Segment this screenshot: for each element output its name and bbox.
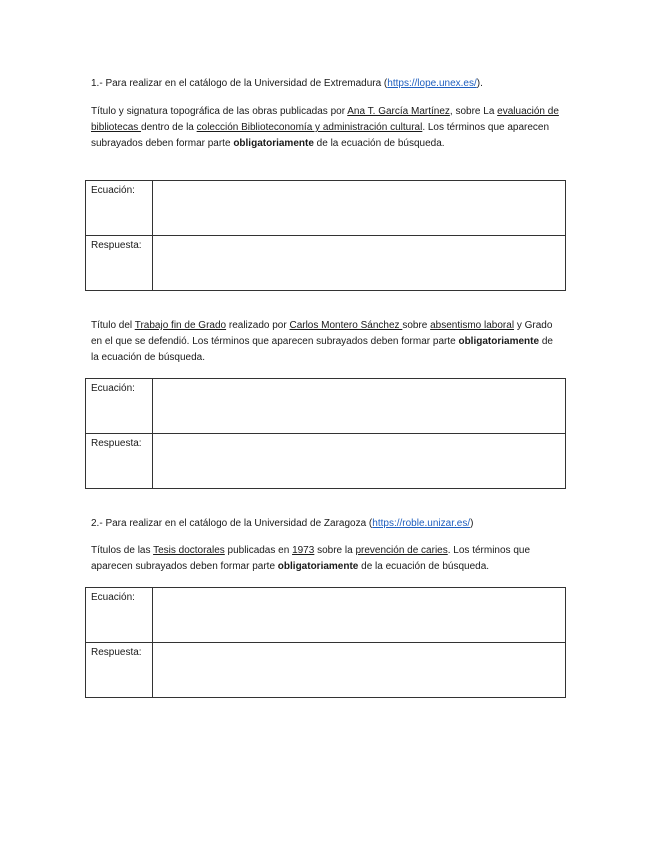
q1-text-1: Título y signatura topográfica de las obras publicadas por <box>91 106 348 117</box>
heading-text-end: ). <box>476 78 483 89</box>
equation-label: Ecuación: <box>86 379 153 434</box>
q3-text-2: publicadas en <box>224 545 293 556</box>
q1-underlined-collection: colección Biblioteconomía y administración cultural <box>196 122 423 133</box>
q1-text-2: , sobre La <box>449 106 498 117</box>
q1-text-3: dentro de la <box>141 122 197 133</box>
q3-text-5: de la ecuación de búsqueda. <box>358 561 490 572</box>
q1-text-5: de la ecuación de búsqueda. <box>313 138 445 149</box>
answer-cell[interactable] <box>153 434 566 489</box>
equation-label: Ecuación: <box>86 181 153 236</box>
equation-label: Ecuación: <box>86 588 153 643</box>
q2-text-5: de la ecuación de búsqueda. <box>91 336 553 363</box>
equation-cell[interactable] <box>153 379 566 434</box>
answer-label: Respuesta: <box>86 434 153 489</box>
answer-cell[interactable] <box>153 643 566 698</box>
unizar-catalog-link[interactable]: https://roble.unizar.es/ <box>372 518 471 529</box>
answer-row <box>86 236 566 291</box>
equation-cell[interactable] <box>153 181 566 236</box>
equation-row <box>86 181 566 236</box>
heading-text: 1.- Para realizar en el catálogo de la Universidad de Extremadura ( <box>91 78 388 89</box>
answer-table-2 <box>85 378 566 489</box>
section-2-heading <box>91 516 561 532</box>
answer-label: Respuesta: <box>86 643 153 698</box>
answer-label: Respuesta: <box>86 236 153 291</box>
q3-underlined-type: Tesis doctorales <box>153 545 225 556</box>
q3-text-1: Títulos de las <box>91 545 154 556</box>
q3-text-3: sobre la <box>314 545 356 556</box>
section-1-heading <box>91 76 561 92</box>
q1-underlined-topic: evaluación de bibliotecas <box>91 106 559 133</box>
answer-table-1 <box>85 180 566 291</box>
q2-underlined-topic: absentismo laboral <box>430 320 515 331</box>
q3-text-4: . Los términos que aparecen subrayados deben formar parte <box>91 545 530 572</box>
heading-text-end: ) <box>470 518 474 529</box>
q2-text-4: y Grado en el que se defendió. Los términos que aparecen subrayados deben formar parte <box>91 320 553 347</box>
q2-underlined-type: Trabajo fin de Grado <box>134 320 227 331</box>
q3-underlined-topic: prevención de caries <box>355 545 448 556</box>
question-1-text <box>91 104 561 152</box>
q1-text-4: . Los términos que aparecen subrayados deben formar parte <box>91 122 550 149</box>
heading-text: 2.- Para realizar en el catálogo de la Universidad de Zaragoza ( <box>91 518 373 529</box>
equation-row <box>86 379 566 434</box>
q2-text-2: realizado por <box>226 320 290 331</box>
question-3-text <box>91 543 561 575</box>
answer-row <box>86 434 566 489</box>
answer-cell[interactable] <box>153 236 566 291</box>
equation-row <box>86 588 566 643</box>
unex-catalog-link[interactable]: https://lope.unex.es/ <box>387 78 477 89</box>
q1-underlined-author: Ana T. García Martínez <box>347 106 450 117</box>
q3-bold: obligatoriamente <box>277 561 359 572</box>
equation-cell[interactable] <box>153 588 566 643</box>
answer-row <box>86 643 566 698</box>
answer-table-3 <box>85 587 566 698</box>
q2-bold: obligatoriamente <box>458 336 540 347</box>
q2-text-3: sobre <box>402 320 431 331</box>
q3-underlined-year: 1973 <box>292 545 315 556</box>
question-2-text <box>91 318 561 366</box>
q2-text-1: Título del <box>91 320 135 331</box>
q2-underlined-author: Carlos Montero Sánchez <box>289 320 403 331</box>
q1-bold: obligatoriamente <box>233 138 314 149</box>
